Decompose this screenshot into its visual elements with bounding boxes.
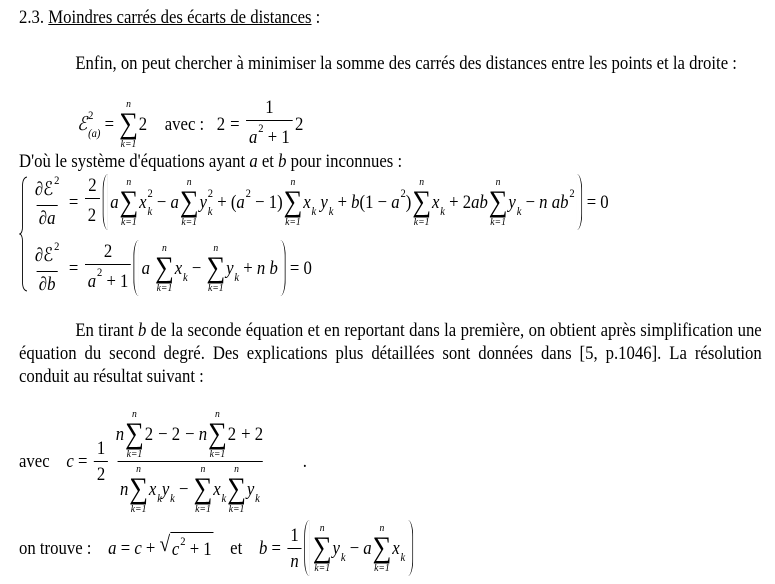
equation-partial-a [30, 174, 752, 230]
sigma-icon: ∑ [206, 251, 226, 284]
math-text: = 0 [285, 257, 312, 279]
math-text: 2 [258, 121, 264, 135]
summation [284, 176, 303, 228]
paren-content [309, 520, 408, 576]
numerator [32, 174, 62, 205]
sum-upper-limit: n [319, 522, 325, 534]
sum-upper-limit: n [213, 242, 219, 254]
superscript [54, 174, 59, 186]
math-text: = 0 [582, 191, 609, 213]
sum-lower-limit: k=1 [314, 562, 331, 574]
equation-solution [19, 520, 547, 576]
math-text: 2 [96, 464, 106, 485]
math-variable: k [234, 270, 240, 284]
math-text: = [225, 113, 244, 135]
summation [313, 522, 332, 574]
math-text: + [333, 191, 352, 213]
numerator [263, 96, 277, 120]
math-expression [77, 96, 304, 152]
text: pour inconnues : [286, 151, 403, 172]
summation [412, 176, 431, 228]
math-variable: n b [256, 257, 278, 279]
math-variable: c [134, 537, 142, 559]
math-text: + 1 [263, 126, 290, 148]
var-b: b [138, 320, 147, 341]
math-variable: a [108, 537, 117, 559]
math-variable: a [47, 208, 56, 229]
sum-lower-limit: k=1 [490, 216, 506, 228]
sum-lower-limit: k=1 [209, 448, 226, 460]
math-text: 2 [147, 186, 153, 200]
denominator [288, 548, 302, 573]
math-variable: c [171, 539, 180, 560]
denominator [85, 198, 100, 230]
var-b: b [278, 151, 287, 172]
math-text: ℰ [43, 178, 54, 200]
math-variable: n [115, 423, 125, 445]
math-text: − 1) [250, 191, 283, 213]
math-text: 2 [96, 265, 103, 279]
sum-upper-limit: n [126, 176, 132, 188]
numerator [113, 408, 267, 461]
math-variable: k [207, 204, 213, 218]
fraction [113, 408, 267, 515]
sum-lower-limit: k=1 [285, 216, 301, 228]
math-variable: k [440, 204, 445, 218]
sum-upper-limit: n [126, 98, 131, 110]
math-variable: b [560, 191, 569, 213]
equation-c [19, 408, 547, 515]
math-text: − [152, 191, 171, 213]
math-variable: y [316, 191, 328, 213]
math-variable: a [87, 270, 97, 292]
denominator [117, 461, 262, 515]
math-text: = [64, 257, 83, 279]
math-text: − [187, 257, 206, 279]
math-text: + ( [213, 191, 237, 213]
math-variable: y [508, 191, 516, 213]
summation [373, 522, 392, 574]
math-text: (1 − [359, 191, 392, 213]
sum-upper-limit: n [136, 463, 142, 475]
sigma-icon: ∑ [208, 417, 227, 450]
math-variable: k [147, 204, 153, 218]
parenthesized [134, 240, 286, 296]
section-heading [19, 6, 762, 29]
math-variable: x [174, 257, 183, 279]
math-text: 2 [87, 204, 97, 226]
superscript [569, 187, 574, 199]
sum-lower-limit: k=1 [207, 282, 224, 294]
math-text: + [236, 423, 255, 445]
math-text: = [116, 537, 135, 559]
math-variable: k [328, 204, 334, 218]
math-text: 2 [144, 423, 154, 445]
math-variable: x [303, 191, 311, 213]
math-text: 2 [216, 113, 226, 135]
denominator [94, 461, 108, 486]
math-variable: n [119, 478, 129, 500]
sigma-icon: ∑ [283, 185, 303, 218]
sigma-icon: ∑ [179, 185, 199, 218]
sum-upper-limit: n [131, 408, 137, 420]
math-text: avec : [148, 113, 217, 135]
subscript [88, 127, 100, 139]
sum-upper-limit: n [495, 176, 501, 188]
math-variable: a [110, 191, 119, 213]
math-text: et [213, 537, 259, 559]
fraction [85, 174, 100, 230]
paren-content [108, 174, 578, 230]
section-title: Moindres carrés des écarts de distances [48, 7, 312, 28]
math-text: + [239, 257, 257, 279]
math-variable: y [161, 478, 170, 500]
math-variable: a [363, 537, 372, 559]
math-text: 2 [295, 113, 304, 135]
fraction [94, 437, 108, 486]
sum-upper-limit: n [234, 463, 239, 475]
summation [180, 176, 199, 228]
math-variable: y [246, 478, 255, 500]
equation-error-sum [77, 96, 746, 152]
math-variable: k [400, 550, 406, 564]
math-variable: k [221, 491, 227, 505]
math-text: 2 [569, 186, 575, 200]
summation [125, 408, 144, 460]
sum-upper-limit: n [290, 176, 296, 188]
sigma-icon: ∑ [119, 107, 138, 140]
math-variable: x [213, 478, 221, 500]
superscript [54, 240, 59, 252]
math-variable: n a [539, 191, 561, 213]
math-expression [19, 520, 413, 576]
sigma-icon: ∑ [312, 531, 332, 564]
sigma-icon: ∑ [227, 472, 246, 505]
math-variable: a [391, 191, 400, 213]
sigma-icon: ∑ [412, 185, 432, 218]
sum-lower-limit: k=1 [120, 138, 137, 150]
math-variable: x [139, 191, 147, 213]
summation [208, 408, 227, 460]
summation [119, 98, 138, 150]
math-text: − [180, 423, 199, 445]
math-variable: ab [471, 191, 488, 213]
script [222, 474, 227, 504]
summation [227, 463, 246, 515]
sigma-icon: ∑ [119, 185, 139, 218]
sum-lower-limit: k=1 [181, 216, 197, 228]
math-text: on trouve : [19, 537, 109, 559]
radical-icon: √ [159, 530, 171, 556]
math-variable: x [148, 478, 157, 500]
math-text: ∂ [34, 244, 44, 266]
math-variable: k [255, 491, 260, 505]
subscript [401, 551, 406, 563]
math-text: 2 [54, 239, 60, 253]
math-expression [30, 240, 312, 296]
text: En tirant [75, 320, 139, 341]
math-text: 2 [171, 423, 181, 445]
numerator [101, 240, 115, 264]
numerator [32, 240, 62, 271]
sigma-icon: ∑ [488, 185, 508, 218]
math-variable: k [157, 491, 162, 505]
math-text: + 2 [444, 191, 472, 213]
text: D'où le système d'équations ayant [19, 151, 250, 172]
sum-lower-limit: k=1 [228, 503, 245, 515]
math-text: ∂ [38, 208, 48, 229]
math-variable: c [66, 451, 74, 472]
math-text: ) [405, 191, 412, 213]
text: de la seconde équation et en reportant dans la première, on obtient après simplification une équation du second degré. Des explications plus détaillées sont données dans [5, p.1046]. La résolution conduit au résultat suivant : [19, 320, 762, 387]
sum-lower-limit: k=1 [156, 282, 173, 294]
paren-content [139, 240, 280, 296]
math-text: ℰ [43, 244, 54, 266]
section-colon: : [311, 7, 321, 28]
parenthesized [304, 520, 413, 576]
math-text: = [64, 191, 83, 213]
math-expression [30, 174, 609, 230]
math-text: 2 [88, 108, 94, 122]
math-text: 2 [227, 423, 237, 445]
sum-lower-limit: k=1 [195, 503, 211, 515]
sigma-icon: ∑ [155, 251, 174, 284]
script [255, 474, 260, 504]
paragraph-intro: Enfin, on peut chercher à minimiser la somme des carrés des distances entre les points et la droite : [75, 53, 737, 74]
math-variable: x [431, 191, 440, 213]
summation [155, 242, 174, 294]
math-variable: a [170, 191, 179, 213]
math-text: 1 [265, 97, 274, 118]
math-variable: a [249, 126, 258, 148]
denominator [246, 120, 292, 152]
math-variable: k [170, 491, 175, 505]
math-text: − [153, 423, 172, 445]
math-text: = [100, 113, 119, 135]
math-text: ∂ [34, 178, 44, 200]
math-variable: x [392, 537, 400, 559]
summation [206, 242, 225, 294]
math-text: 2 [54, 173, 60, 187]
math-text: 2 [400, 186, 406, 200]
math-text: + [141, 537, 160, 559]
fraction [288, 524, 302, 573]
paragraph-resolution [19, 319, 762, 388]
sum-upper-limit: n [186, 176, 192, 188]
math-text: 2 [88, 175, 97, 196]
math-text: 2 [138, 113, 148, 135]
math-variable: b [47, 274, 56, 295]
numerator [288, 524, 302, 548]
denominator [36, 271, 58, 296]
math-text: 2 [180, 533, 186, 548]
math-text: − [174, 478, 193, 500]
summation [119, 176, 138, 228]
math-text: − [345, 537, 364, 559]
sum-lower-limit: k=1 [120, 216, 137, 228]
math-text: 1 [290, 524, 299, 546]
math-variable: y [199, 191, 207, 213]
math-text: 2 [103, 241, 113, 262]
math-variable: k [183, 270, 188, 284]
sum-lower-limit: k=1 [130, 503, 147, 515]
fraction [85, 240, 131, 296]
square-root [160, 532, 214, 565]
sum-upper-limit: n [419, 176, 425, 188]
subscript [222, 492, 227, 504]
right-paren [408, 520, 413, 576]
var-a: a [249, 151, 258, 172]
numerator [86, 174, 100, 198]
text: et [257, 151, 279, 172]
math-variable: (a) [88, 126, 101, 140]
math-text: . [269, 451, 307, 472]
sum-lower-limit: k=1 [413, 216, 430, 228]
sigma-icon: ∑ [129, 472, 149, 505]
script [569, 187, 574, 217]
denominator [85, 264, 131, 296]
math-variable: n [198, 423, 208, 445]
math-variable: a [141, 257, 155, 279]
subscript [255, 492, 260, 504]
math-expression [19, 408, 307, 515]
sum-upper-limit: n [379, 522, 385, 534]
math-text: 2 [245, 186, 251, 200]
math-variable: k [311, 204, 317, 218]
equation-partial-b [30, 240, 646, 296]
math-text: − [521, 191, 540, 213]
math-variable: k [516, 204, 522, 218]
math-variable: n [290, 550, 299, 572]
summation [489, 176, 508, 228]
parenthesized [102, 174, 582, 230]
math-variable: b [258, 537, 268, 559]
script [401, 533, 406, 563]
math-text: = [267, 537, 286, 559]
math-text: avec [19, 451, 67, 472]
math-variable: a [236, 191, 245, 213]
sum-upper-limit: n [200, 463, 206, 475]
math-variable: k [340, 550, 346, 564]
document-page [19, 0, 762, 584]
summation [194, 463, 213, 515]
sum-lower-limit: k=1 [126, 448, 143, 460]
math-text: ∂ [38, 274, 48, 295]
superscript [88, 109, 100, 121]
numerator [94, 437, 108, 461]
sum-lower-limit: k=1 [374, 562, 390, 574]
math-text: 1 [96, 438, 106, 459]
script [54, 240, 59, 270]
script [88, 109, 100, 139]
left-brace-icon [19, 176, 28, 292]
math-text: 2 [207, 186, 214, 200]
sigma-icon: ∑ [372, 531, 392, 564]
summation [129, 463, 148, 515]
fraction [32, 174, 62, 230]
math-text: = [73, 451, 92, 472]
sigma-icon: ∑ [125, 417, 144, 450]
math-text: + 1 [102, 270, 129, 292]
math-variable: y [332, 537, 340, 559]
sigma-icon: ∑ [193, 472, 213, 505]
math-variable: b [351, 191, 360, 213]
math-variable: ℰ [77, 113, 88, 135]
denominator [36, 205, 58, 230]
radicand [170, 532, 213, 565]
math-variable: y [226, 257, 234, 279]
sum-upper-limit: n [162, 242, 167, 254]
system-intro [19, 150, 762, 173]
sum-upper-limit: n [215, 408, 220, 420]
math-text: 2 [254, 423, 264, 445]
math-text: + 1 [185, 539, 212, 560]
fraction [246, 96, 292, 152]
section-number: 2.3. [19, 7, 45, 28]
fraction [32, 240, 62, 296]
script [54, 174, 59, 204]
